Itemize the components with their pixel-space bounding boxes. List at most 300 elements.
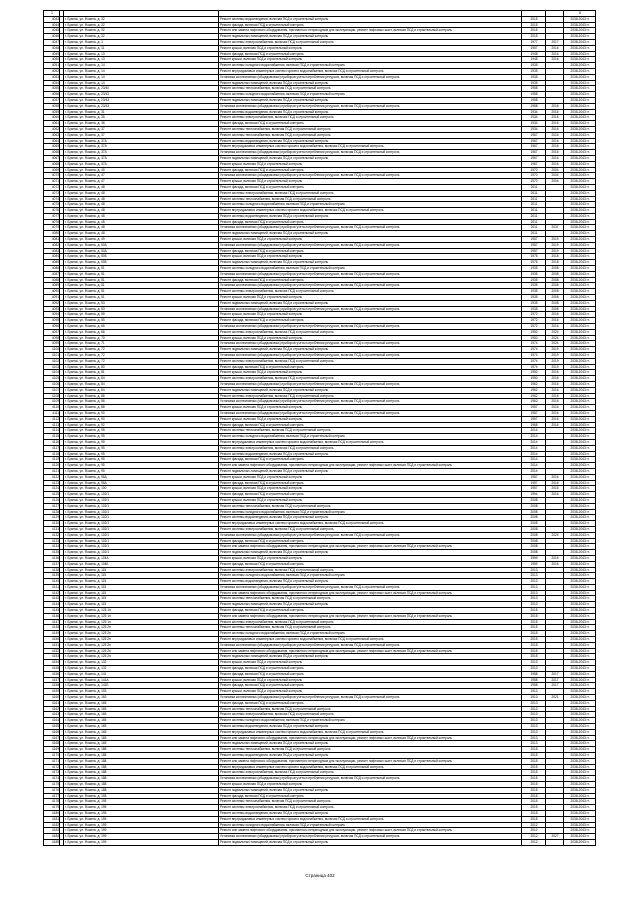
planned-period-cell: 2038-2043 гг.	[564, 776, 596, 782]
planned-period-cell: 2038-2043 гг.	[564, 544, 596, 550]
work-type-cell: Ремонт подвальных помещений, включая ПСД и строительный контроль	[219, 839, 522, 845]
last-repair-year-cell: 2016	[546, 324, 564, 330]
planned-period-cell: 2038-2043 гг.	[564, 457, 596, 463]
planned-period-cell: 2038-2043 гг.	[564, 266, 596, 272]
planned-period-cell: 2038-2043 гг.	[564, 468, 596, 474]
address-cell: г. Брянск, ул. Фокина, д. 115	[64, 579, 219, 585]
build-year-cell: 2012	[522, 834, 546, 840]
last-repair-year-cell: 2019	[546, 242, 564, 248]
row-number-cell: 4095	[44, 318, 60, 324]
row-number-cell: 4180	[44, 810, 60, 816]
address-cell: г. Брянск, ул. Фокина, д. 51	[64, 271, 219, 277]
last-repair-year-cell: 2016	[546, 555, 564, 561]
work-type-cell: Ремонт фасада, включая ПСД и строительный контроль	[219, 700, 522, 706]
address-cell: г. Брянск, ул. Фокина, д. 102/1	[64, 550, 219, 556]
address-cell: г. Брянск, ул. Фокина, д. 53	[64, 300, 219, 306]
address-cell: г. Брянск, ул. Фокина, д. 188	[64, 753, 219, 759]
planned-period-cell: 2038-2043 гг.	[564, 538, 596, 544]
planned-period-cell: 2038-2043 гг.	[564, 822, 596, 828]
build-year-cell: 2012	[522, 839, 546, 845]
planned-period-cell: 2038-2043 гг.	[564, 237, 596, 243]
last-repair-year-cell: 2019	[546, 237, 564, 243]
row-number-cell: 4173	[44, 770, 60, 776]
work-type-cell: Установка коллективных (общедомовых) приборов учета потребления ресурсов, включая ПСД и строительный контроль	[219, 150, 522, 156]
row-number-cell: 4183	[44, 828, 60, 834]
work-type-cell: Ремонт системы холодного водоснабжения, включая ПСД и строительный контроль	[219, 509, 522, 515]
planned-period-cell: 2038-2043 гг.	[564, 526, 596, 532]
address-cell: г. Брянск, ул. Фокина, д. 125 1п	[64, 608, 219, 614]
address-cell: г. Брянск, ул. Фокина, д. 84	[64, 382, 219, 388]
row-number-cell: 4177	[44, 793, 60, 799]
row-number-cell: 4112	[44, 416, 60, 422]
work-type-cell: Установка коллективных (общедомовых) приборов учета потребления ресурсов, включая ПСД и строительный контроль	[219, 584, 522, 590]
work-type-cell: Ремонт крыши, включая ПСД и строительный контроль	[219, 405, 522, 411]
build-year-cell: 2012	[522, 822, 546, 828]
planned-period-cell: 2038-2043 гг.	[564, 63, 596, 69]
address-cell: г. Брянск, ул. Фокина, д. 36	[64, 121, 219, 127]
planned-period-cell: 2038-2043 гг.	[564, 132, 596, 138]
row-number-cell: 4152	[44, 648, 60, 654]
planned-period-cell: 2038-2043 гг.	[564, 318, 596, 324]
address-cell: г. Брянск, ул. Фокина, д. 165	[64, 735, 219, 741]
planned-period-cell: 2038-2043 гг.	[564, 503, 596, 509]
row-number-cell: 4130	[44, 521, 60, 527]
last-repair-year-cell: 2008	[546, 277, 564, 283]
build-year-cell: 2013	[522, 718, 546, 724]
address-cell: г. Брянск, ул. Фокина, д. 96А	[64, 474, 219, 480]
work-type-cell: Ремонт подвальных помещений, включая ПСД и строительный контроль	[219, 387, 522, 393]
work-type-cell: Ремонт фасада, включая ПСД и строительный контроль	[219, 248, 522, 254]
build-year-cell: 2015	[522, 793, 546, 799]
build-year-cell: 1958	[522, 103, 546, 109]
planned-period-cell: 2038-2043 гг.	[564, 306, 596, 312]
address-cell: г. Брянск, ул. Фокина, д. 37А	[64, 150, 219, 156]
address-cell: г. Брянск, ул. Фокина, д. 188	[64, 758, 219, 764]
planned-period-cell: 2038-2043 гг.	[564, 196, 596, 202]
work-type-cell: Ремонт или замена лифтового оборудования, признанного непригодным для эксплуатации, ремонт лифтовых шахт, включая ПСД и строительный контроль	[219, 590, 522, 596]
planned-period-cell: 2038-2043 гг.	[564, 364, 596, 370]
planned-period-cell: 2038-2043 гг.	[564, 729, 596, 735]
planned-period-cell: 2038-2043 гг.	[564, 439, 596, 445]
address-cell: г. Брянск, ул. Фокина, д. 102/1	[64, 521, 219, 527]
row-number-cell: 4138	[44, 567, 60, 573]
address-cell: г. Брянск, ул. Фокина, д. 14	[64, 63, 219, 69]
row-number-cell: 4068	[44, 161, 60, 167]
build-year-cell: 2011	[522, 202, 546, 208]
planned-period-cell: 2038-2043 гг.	[564, 179, 596, 185]
last-repair-year-cell: 2008	[546, 306, 564, 312]
planned-period-cell: 2038-2043 гг.	[564, 92, 596, 98]
planned-period-cell: 2038-2043 гг.	[564, 642, 596, 648]
planned-period-cell: 2038-2043 гг.	[564, 712, 596, 718]
address-cell: г. Брянск, ул. Фокина, д. 86	[64, 399, 219, 405]
address-cell: г. Брянск, ул. Фокина, д. 125 2п	[64, 637, 219, 643]
build-year-cell: 2015	[522, 631, 546, 637]
build-year-cell: 2008	[522, 532, 546, 538]
planned-period-cell: 2038-2043 гг.	[564, 689, 596, 695]
address-cell: г. Брянск, ул. Фокина, д. 48	[64, 196, 219, 202]
build-year-cell: 1967	[522, 150, 546, 156]
work-type-cell: Ремонт фасада, включая ПСД и строительный контроль	[219, 167, 522, 173]
row-number-cell: 4067	[44, 155, 60, 161]
last-repair-year-cell: 2027	[546, 834, 564, 840]
row-number-cell: 4146	[44, 613, 60, 619]
build-year-cell: 1935	[522, 63, 546, 69]
address-cell: г. Брянск, ул. Фокина, д. 188	[64, 781, 219, 787]
planned-period-cell: 2038-2043 гг.	[564, 700, 596, 706]
work-type-cell: Ремонт фасада, включая ПСД и строительный контроль	[219, 480, 522, 486]
build-year-cell: 1957	[522, 480, 546, 486]
last-repair-year-cell: 2016	[546, 144, 564, 150]
row-number-cell: 4178	[44, 799, 60, 805]
row-number-cell: 4119	[44, 457, 60, 463]
build-year-cell: 2014	[522, 445, 546, 451]
work-type-cell: Ремонт подвальных помещений, включая ПСД и строительный контроль	[219, 347, 522, 353]
planned-period-cell: 2038-2043 гг.	[564, 625, 596, 631]
row-number-cell: 4057	[44, 97, 60, 103]
last-repair-year-cell: 2017	[546, 39, 564, 45]
address-cell: г. Брянск, ул. Фокина, д. 125 2п	[64, 654, 219, 660]
planned-period-cell: 2038-2043 гг.	[564, 353, 596, 359]
work-type-cell: Ремонт системы электроснабжения, включая ПСД и строительный контроль	[219, 619, 522, 625]
build-year-cell: 2014	[522, 468, 546, 474]
build-year-cell: 1950	[522, 370, 546, 376]
row-number-cell: 4107	[44, 387, 60, 393]
build-year-cell: 1962	[522, 399, 546, 405]
planned-period-cell: 2038-2043 гг.	[564, 677, 596, 683]
work-type-cell: Ремонт внутридомовых инженерных систем горячего водоснабжения, включая ПСД и строительный контроль	[219, 729, 522, 735]
address-cell: г. Брянск, ул. Фокина, д. 165	[64, 729, 219, 735]
address-cell: г. Брянск, ул. Фокина, д. 141	[64, 671, 219, 677]
build-year-cell: 1967	[522, 161, 546, 167]
work-type-cell: Ремонт системы водоотведения, включая ПСД и строительный контроль	[219, 579, 522, 585]
work-type-cell: Ремонт системы теплоснабжения, включая ПСД и строительный контроль	[219, 428, 522, 434]
address-cell: г. Брянск, ул. Фокина, д. 51	[64, 283, 219, 289]
row-number-cell: 4092	[44, 300, 60, 306]
work-type-cell: Установка коллективных (общедомовых) приборов учета потребления ресурсов, включая ПСД и строительный контроль	[219, 353, 522, 359]
row-number-cell: 4131	[44, 526, 60, 532]
planned-period-cell: 2038-2043 гг.	[564, 671, 596, 677]
work-type-cell: Ремонт внутридомовых инженерных систем горячего водоснабжения, включая ПСД и строительный контроль	[219, 521, 522, 527]
work-type-cell: Ремонт системы водоотведения, включая ПСД и строительный контроль	[219, 138, 522, 144]
row-number-cell: 4126	[44, 497, 60, 503]
planned-period-cell: 2038-2043 гг.	[564, 648, 596, 654]
row-number-cell: 4159	[44, 689, 60, 695]
row-number-cell: 4182	[44, 822, 60, 828]
planned-period-cell: 2038-2043 гг.	[564, 97, 596, 103]
last-repair-year-cell: 2016	[546, 109, 564, 115]
row-number-cell: 4100	[44, 347, 60, 353]
last-repair-year-cell: 2008	[546, 295, 564, 301]
build-year-cell: 1958	[522, 671, 546, 677]
work-type-cell: Ремонт фасада, включая ПСД и строительный контроль	[219, 671, 522, 677]
row-number-cell: 4076	[44, 208, 60, 214]
address-cell: г. Брянск, ул. Фокина, д. 102/1	[64, 538, 219, 544]
row-number-cell: 4184	[44, 834, 60, 840]
work-type-cell: Ремонт внутридомовых инженерных систем горячего водоснабжения, включая ПСД и строительный контроль	[219, 439, 522, 445]
row-number-cell: 4174	[44, 776, 60, 782]
row-number-cell: 4157	[44, 677, 60, 683]
row-number-cell: 4141	[44, 584, 60, 590]
work-type-cell: Установка коллективных (общедомовых) приборов учета потребления ресурсов, включая ПСД и строительный контроль	[219, 324, 522, 330]
planned-period-cell: 2038-2043 гг.	[564, 329, 596, 335]
last-repair-year-cell: 2016	[546, 405, 564, 411]
build-year-cell: 2013	[522, 579, 546, 585]
row-number-cell: 4115	[44, 434, 60, 440]
last-repair-year-cell: 2016	[546, 121, 564, 127]
row-number-cell: 4129	[44, 515, 60, 521]
address-cell: г. Брянск, ул. Фокина, д. 141А	[64, 677, 219, 683]
address-cell: г. Брянск, ул. Фокина, д. 66	[64, 329, 219, 335]
row-number-cell: 4081	[44, 237, 60, 243]
planned-period-cell: 2038-2043 гг.	[564, 787, 596, 793]
planned-period-cell: 2038-2043 гг.	[564, 602, 596, 608]
row-number-cell: 4047	[44, 39, 60, 45]
row-number-cell: 4139	[44, 573, 60, 579]
address-cell: г. Брянск, ул. Фокина, д. 102/1	[64, 503, 219, 509]
row-number-cell: 4061	[44, 121, 60, 127]
row-number-cell: 4122	[44, 474, 60, 480]
planned-period-cell: 2038-2043 гг.	[564, 57, 596, 63]
address-cell: г. Брянск, ул. Фокина, д. 115	[64, 573, 219, 579]
row-number-cell: 4072	[44, 184, 60, 190]
build-year-cell: 1959	[522, 555, 546, 561]
last-repair-year-cell: 2008	[546, 266, 564, 272]
capital-repair-table	[43, 10, 596, 846]
planned-period-cell: 2038-2043 гг.	[564, 225, 596, 231]
build-year-cell: 2014	[522, 457, 546, 463]
address-cell: г. Брянск, ул. Фокина, д. 49	[64, 237, 219, 243]
work-type-cell: Ремонт или замена лифтового оборудования, признанного непригодным для эксплуатации, ремонт лифтовых шахт, включая ПСД и строительный контроль	[219, 544, 522, 550]
row-number-cell: 4094	[44, 312, 60, 318]
address-cell: г. Брянск, ул. Фокина, д. 188	[64, 770, 219, 776]
work-type-cell: Ремонт системы холодного водоснабжения, включая ПСД и строительный контроль	[219, 202, 522, 208]
row-number-cell: 4102	[44, 358, 60, 364]
planned-period-cell: 2038-2043 гг.	[564, 34, 596, 40]
row-number-cell: 4048	[44, 45, 60, 51]
build-year-cell: 2015	[522, 805, 546, 811]
build-year-cell: 2013	[522, 666, 546, 672]
build-year-cell: 1934	[522, 126, 546, 132]
planned-period-cell: 2038-2043 гг.	[564, 660, 596, 666]
planned-period-cell: 2038-2043 гг.	[564, 492, 596, 498]
last-repair-year-cell: 2016	[546, 382, 564, 388]
address-cell: г. Брянск, ул. Фокина, д. 199	[64, 822, 219, 828]
build-year-cell: 2013	[522, 729, 546, 735]
work-type-cell: Установка коллективных (общедомовых) приборов учета потребления ресурсов, включая ПСД и строительный контроль	[219, 642, 522, 648]
work-type-cell: Ремонт крыши, включая ПСД и строительный контроль	[219, 295, 522, 301]
row-number-cell: 4043	[44, 16, 60, 22]
planned-period-cell: 2038-2043 гг.	[564, 839, 596, 845]
address-cell: г. Брянск, ул. Фокина, д. 195	[64, 816, 219, 822]
last-repair-year-cell: 2016	[546, 474, 564, 480]
build-year-cell: 2008	[522, 515, 546, 521]
row-number-cell: 4154	[44, 660, 60, 666]
last-repair-year-cell: 2016	[546, 57, 564, 63]
planned-period-cell: 2038-2043 гг.	[564, 764, 596, 770]
build-year-cell: 2011	[522, 225, 546, 231]
last-repair-year-cell: 2024	[546, 532, 564, 538]
work-type-cell: Ремонт системы электроснабжения, включая ПСД и строительный контроль	[219, 445, 522, 451]
row-number-cell: 4125	[44, 492, 60, 498]
row-number-cell: 4082	[44, 242, 60, 248]
work-type-cell: Ремонт фасада, включая ПСД и строительный контроль	[219, 184, 522, 190]
build-year-cell: 2015	[522, 22, 546, 28]
build-year-cell: 2011	[522, 184, 546, 190]
row-number-cell: 4145	[44, 608, 60, 614]
planned-period-cell: 2038-2043 гг.	[564, 283, 596, 289]
work-type-cell: Ремонт системы электроснабжения, включая ПСД и строительный контроль	[219, 190, 522, 196]
last-repair-year-cell: 2004	[546, 167, 564, 173]
build-year-cell: 1934	[522, 109, 546, 115]
last-repair-year-cell: 2024	[546, 335, 564, 341]
planned-period-cell: 2038-2043 гг.	[564, 793, 596, 799]
work-type-cell: Ремонт системы теплоснабжения, включая ПСД и строительный контроль	[219, 196, 522, 202]
planned-period-cell: 2038-2043 гг.	[564, 758, 596, 764]
planned-period-cell: 2038-2043 гг.	[564, 753, 596, 759]
address-cell: г. Брянск, ул. Фокина, д. 47	[64, 173, 219, 179]
address-cell: г. Брянск, ул. Фокина, д. 92	[64, 422, 219, 428]
work-type-cell: Ремонт фасада, включая ПСД и строительный контроль	[219, 364, 522, 370]
work-type-cell: Ремонт подвальных помещений, включая ПСД и строительный контроль	[219, 468, 522, 474]
work-type-cell: Ремонт системы электроснабжения, включая ПСД и строительный контроль	[219, 526, 522, 532]
work-type-cell: Ремонт внутридомовых инженерных систем горячего водоснабжения, включая ПСД и строительный контроль	[219, 208, 522, 214]
planned-period-cell: 2038-2043 гг.	[564, 532, 596, 538]
build-year-cell: 1968	[522, 422, 546, 428]
address-cell: г. Брянск, ул. Фокина, д. 115	[64, 584, 219, 590]
work-type-cell: Установка коллективных (общедомовых) приборов учета потребления ресурсов, включая ПСД и строительный контроль	[219, 341, 522, 347]
row-number-cell: 4156	[44, 671, 60, 677]
row-number-cell: 4120	[44, 463, 60, 469]
build-year-cell: 2008	[522, 497, 546, 503]
address-cell: г. Брянск, ул. Фокина, д. 45	[64, 167, 219, 173]
row-number-cell: 4150	[44, 637, 60, 643]
build-year-cell: 2008	[522, 550, 546, 556]
row-number-cell: 4104	[44, 370, 60, 376]
work-type-cell: Установка коллективных (общедомовых) приборов учета потребления ресурсов, включая ПСД и строительный контроль	[219, 532, 522, 538]
planned-period-cell: 2038-2043 гг.	[564, 387, 596, 393]
row-number-cell: 4088	[44, 277, 60, 283]
build-year-cell: 1950	[522, 376, 546, 382]
last-repair-year-cell: 2016	[546, 492, 564, 498]
last-repair-year-cell: 2016	[546, 410, 564, 416]
address-cell: г. Брянск, ул. Фокина, д. 188	[64, 787, 219, 793]
build-year-cell: 1957	[522, 405, 546, 411]
address-cell: г. Брянск, ул. Фокина, д. 102/1	[64, 492, 219, 498]
build-year-cell: 2008	[522, 521, 546, 527]
last-repair-year-cell: 2008	[546, 289, 564, 295]
address-cell: г. Брянск, ул. Фокина, д. 37А	[64, 155, 219, 161]
build-year-cell: 2015	[522, 816, 546, 822]
row-number-cell: 4170	[44, 753, 60, 759]
build-year-cell: 1935	[522, 266, 546, 272]
planned-period-cell: 2038-2043 гг.	[564, 550, 596, 556]
address-cell: г. Брянск, ул. Фокина, д. 32	[64, 16, 219, 22]
build-year-cell: 2011	[522, 231, 546, 237]
last-repair-year-cell: 2008	[546, 283, 564, 289]
address-cell: г. Брянск, ул. Фокина, д. 37	[64, 132, 219, 138]
row-number-cell: 4116	[44, 439, 60, 445]
build-year-cell: 2015	[522, 625, 546, 631]
build-year-cell: 2015	[522, 758, 546, 764]
work-type-cell: Ремонт внутридомовых инженерных систем горячего водоснабжения, включая ПСД и строительный контроль	[219, 68, 522, 74]
work-type-cell: Установка коллективных (общедомовых) приборов учета потребления ресурсов, включая ПСД и строительный контроль	[219, 283, 522, 289]
planned-period-cell: 2038-2043 гг.	[564, 515, 596, 521]
build-year-cell: 2015	[522, 753, 546, 759]
last-repair-year-cell: 2016	[546, 561, 564, 567]
planned-period-cell: 2038-2043 гг.	[564, 654, 596, 660]
planned-period-cell: 2038-2043 гг.	[564, 335, 596, 341]
last-repair-year-cell: 2016	[546, 486, 564, 492]
work-type-cell: Установка коллективных (общедомовых) приборов учета потребления ресурсов, включая ПСД и строительный контроль	[219, 103, 522, 109]
planned-period-cell: 2038-2043 гг.	[564, 300, 596, 306]
planned-period-cell: 2038-2043 гг.	[564, 428, 596, 434]
row-number-cell: 4168	[44, 741, 60, 747]
work-type-cell: Ремонт системы холодного водоснабжения, включая ПСД и строительный контроль	[219, 266, 522, 272]
work-type-cell: Ремонт фасада, включая ПСД и строительный контроль	[219, 51, 522, 57]
work-type-cell: Ремонт или замена лифтового оборудования, признанного непригодным для эксплуатации, ремонт лифтовых шахт, включая ПСД и строительный контроль	[219, 613, 522, 619]
work-type-cell: Ремонт фасада, включая ПСД и строительный контроль	[219, 422, 522, 428]
row-number-cell: 4106	[44, 382, 60, 388]
planned-period-cell: 2038-2043 гг.	[564, 724, 596, 730]
build-year-cell: 1958	[522, 97, 546, 103]
row-number-cell: 4058	[44, 103, 60, 109]
address-cell: г. Брянск, ул. Фокина, д. 141Б	[64, 683, 219, 689]
work-type-cell: Ремонт подвальных помещений, включая ПСД и строительный контроль	[219, 80, 522, 86]
address-cell: г. Брянск, ул. Фокина, д. 31	[64, 109, 219, 115]
work-type-cell: Установка коллективных (общедомовых) приборов учета потребления ресурсов, включая ПСД и строительный контроль	[219, 242, 522, 248]
build-year-cell: 1957	[522, 410, 546, 416]
address-cell: г. Брянск, ул. Фокина, д. 48	[64, 213, 219, 219]
planned-period-cell: 2038-2043 гг.	[564, 271, 596, 277]
address-cell: г. Брянск, ул. Фокина, д. 125 1п	[64, 619, 219, 625]
address-cell: г. Брянск, ул. Фокина, д. 81	[64, 370, 219, 376]
row-number-cell: 4046	[44, 34, 60, 40]
work-type-cell: Ремонт системы теплоснабжения, включая ПСД и строительный контроль	[219, 503, 522, 509]
planned-period-cell: 2038-2043 гг.	[564, 781, 596, 787]
planned-period-cell: 2038-2043 гг.	[564, 190, 596, 196]
planned-period-cell: 2038-2043 гг.	[564, 45, 596, 51]
build-year-cell: 2013	[522, 706, 546, 712]
build-year-cell: 1957	[522, 237, 546, 243]
build-year-cell: 1958	[522, 92, 546, 98]
build-year-cell: 1962	[522, 387, 546, 393]
planned-period-cell: 2038-2043 гг.	[564, 608, 596, 614]
build-year-cell: 1994	[522, 492, 546, 498]
last-repair-year-cell: 2016	[546, 161, 564, 167]
work-type-cell: Ремонт фасада, включая ПСД и строительный контроль	[219, 22, 522, 28]
address-cell: г. Брянск, ул. Фокина, д. 188	[64, 747, 219, 753]
work-type-cell: Ремонт подвальных помещений, включая ПСД и строительный контроль	[219, 231, 522, 237]
planned-period-cell: 2038-2043 гг.	[564, 631, 596, 637]
row-number-cell: 4171	[44, 758, 60, 764]
build-year-cell: 1967	[522, 144, 546, 150]
work-type-cell: Ремонт фасада, включая ПСД и строительный контроль	[219, 683, 522, 689]
build-year-cell: 1962	[522, 382, 546, 388]
address-cell: г. Брянск, ул. Фокина, д. 14	[64, 74, 219, 80]
address-cell: г. Брянск, ул. Фокина, д. 84	[64, 387, 219, 393]
planned-period-cell: 2038-2043 гг.	[564, 219, 596, 225]
row-number-cell: 4071	[44, 179, 60, 185]
address-cell: г. Брянск, ул. Фокина, д. 1	[64, 39, 219, 45]
work-type-cell: Ремонт внутридомовых инженерных систем горячего водоснабжения, включая ПСД и строительный контроль	[219, 764, 522, 770]
build-year-cell: 1962	[522, 393, 546, 399]
address-cell: г. Брянск, ул. Фокина, д. 96А	[64, 480, 219, 486]
work-type-cell: Ремонт подвальных помещений, включая ПСД и строительный контроль	[219, 787, 522, 793]
row-number-cell: 4053	[44, 74, 60, 80]
build-year-cell: 2015	[522, 608, 546, 614]
last-repair-year-cell: 2016	[546, 480, 564, 486]
